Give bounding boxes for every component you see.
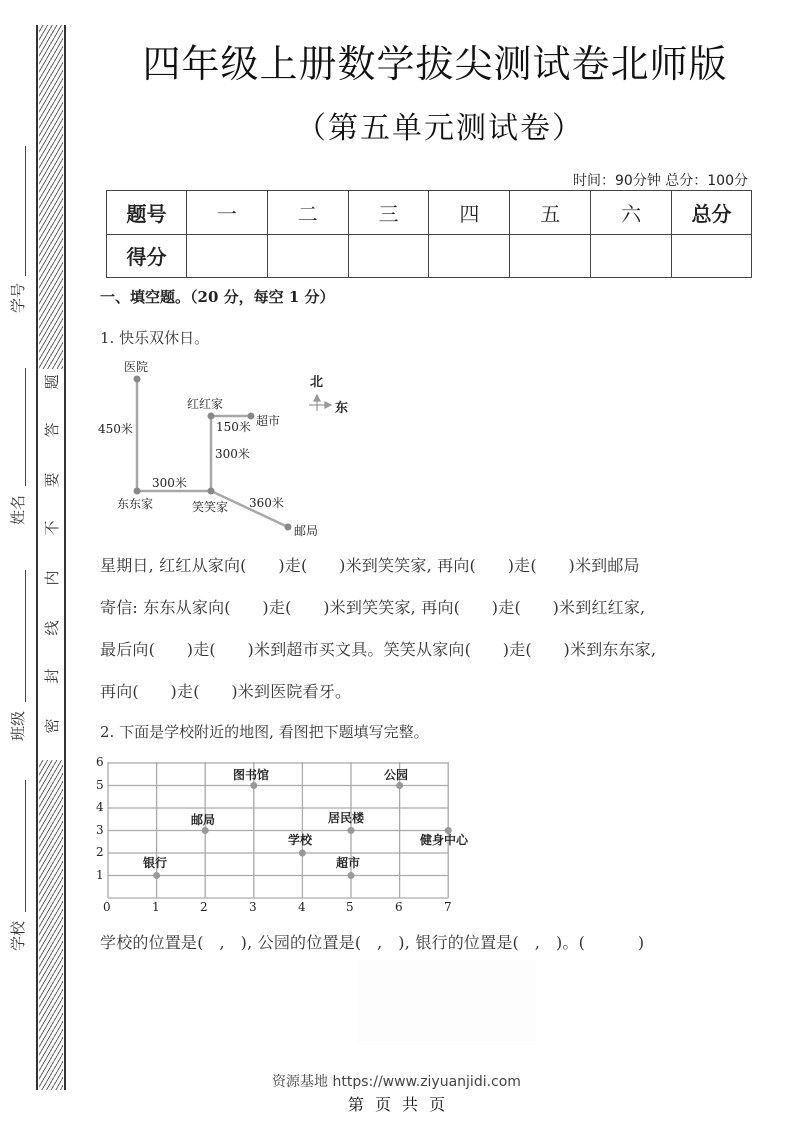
header-cell: 二 [267,191,348,235]
section-title: 一、填空题。（20 分，每空 1 分） [100,288,335,306]
score-table [106,190,752,278]
question-1-line: 最后向( )走( )米到超市买文具。笑笑从家向( )走( )米到东东家, [100,640,657,659]
distance-label: 360米 [249,496,284,510]
student-id-label: 学号 [8,282,27,313]
route-diagram [95,355,365,545]
point-label-supermarket: 超市 [336,856,361,870]
y-tick: 5 [96,778,104,792]
question-1-line: 寄信: 东东从家向( )走( )米到笑笑家, 再向( )走( )米到红红家, [100,598,646,617]
seal-word: 答 [39,417,63,443]
x-tick: 7 [444,900,452,914]
place-label-supermarket: 超市 [256,414,281,428]
point-label-gym: 健身中心 [420,833,469,847]
x-tick: 1 [152,900,160,914]
seal-word: 封 [39,663,63,689]
score-cell[interactable] [591,234,672,278]
place-label-postoffice: 邮局 [294,524,319,538]
compass-east-label: 东 [335,401,349,416]
y-tick: 3 [96,823,104,837]
question-2-line: 学校的位置是( , ), 公园的位置是( , ), 银行的位置是( , )。( ) [100,933,645,952]
source-watermark: 资源基地 https://www.ziyuanjidi.com [272,1074,521,1090]
exam-meta: 时间：90分钟 总分：100分 [573,173,748,189]
score-table-score-row [107,234,752,278]
seal-word: 密 [39,713,63,739]
page-number: 第 页 共 页 [347,1095,446,1114]
header-cell: 一 [187,191,268,235]
distance-label: 150米 [216,420,251,434]
x-tick: 4 [298,900,306,914]
seal-word: 不 [39,515,63,541]
name-label: 姓名 [8,494,27,525]
header-cell: 五 [510,191,591,235]
score-cell[interactable] [187,234,268,278]
place-label-hospital: 医院 [124,360,149,374]
margin-hatch-bottom [39,760,63,1090]
score-cell[interactable] [429,234,510,278]
distance-label: 450米 [98,422,133,436]
point-label-school: 学校 [288,833,313,847]
point-label-bank: 银行 [143,856,168,870]
page-subtitle: （第五单元测试卷） [296,111,584,146]
margin-hatch-top [39,25,63,370]
point-label-residence: 居民楼 [328,811,365,825]
seal-word: 内 [39,565,63,591]
place-label-xiaoxiao: 笑笑家 [192,500,229,514]
header-cell: 六 [591,191,672,235]
score-cell[interactable] [672,234,752,278]
score-cell[interactable] [267,234,348,278]
page-title: 四年级上册数学拔尖测试卷北师版 [142,42,728,86]
y-tick: 1 [96,868,104,882]
score-cell[interactable] [510,234,591,278]
y-tick: 4 [96,800,104,814]
distance-label: 300米 [215,447,250,461]
seal-word: 题 [39,369,63,395]
distance-label: 300米 [152,476,187,490]
class-field[interactable] [25,570,26,702]
score-cell[interactable] [348,234,429,278]
compass-north-label: 北 [310,375,324,390]
point-label-library: 图书馆 [233,768,270,782]
header-cell: 四 [429,191,510,235]
score-table-header-row [107,191,752,235]
question-1-title: 1. 快乐双休日。 [100,329,210,347]
y-tick: 6 [96,755,104,769]
header-cell: 三 [348,191,429,235]
name-field[interactable] [25,368,26,486]
blank-area [357,960,537,1045]
point-label-park: 公园 [384,768,409,782]
seal-word: 线 [39,615,63,641]
score-row-label: 得分 [107,234,187,278]
place-label-dongdong: 东东家 [117,497,154,511]
place-label-honghong: 红红家 [187,397,224,411]
school-field[interactable] [25,780,26,912]
header-cell: 总分 [672,191,752,235]
seal-word: 要 [39,467,63,493]
x-tick: 0 [103,900,111,914]
school-label: 学校 [8,920,27,951]
x-tick: 5 [346,900,354,914]
margin-inner-line [64,25,66,1090]
x-tick: 6 [395,900,403,914]
question-2-title: 2. 下面是学校附近的地图, 看图把下题填写完整。 [100,723,429,741]
y-tick: 2 [96,845,104,859]
question-1-line: 再向( )走( )米到医院看牙。 [100,682,352,701]
coordinate-map [90,752,490,922]
class-label: 班级 [8,710,27,741]
header-cell: 题号 [107,191,187,235]
x-tick: 2 [200,900,208,914]
x-tick: 3 [249,900,257,914]
point-label-postoffice: 邮局 [191,813,216,827]
student-id-field[interactable] [25,146,26,276]
question-1-line: 星期日, 红红从家向( )走( )米到笑笑家, 再向( )走( )米到邮局 [100,556,640,575]
